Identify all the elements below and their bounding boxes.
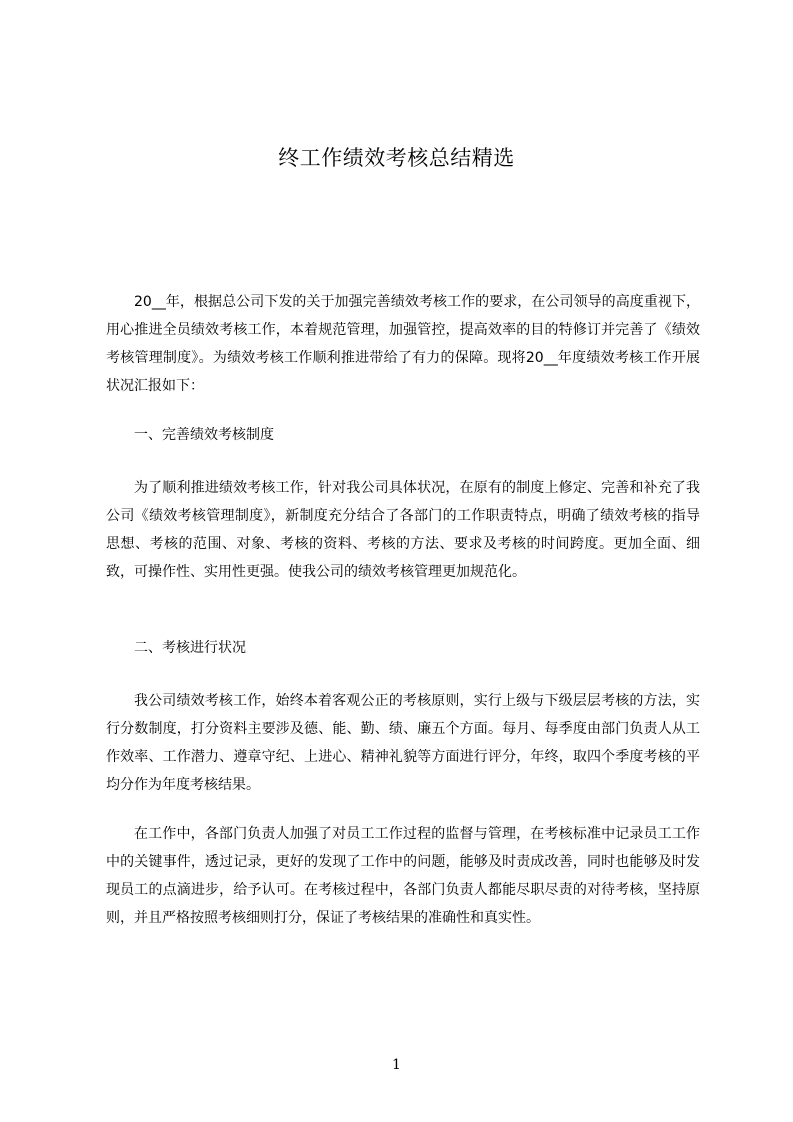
section-heading-1: 一、完善绩效考核制度 <box>134 427 274 443</box>
body-paragraph-2: 我公司绩效考核工作，始终本着客观公正的考核原则，实行上级与下级层层考核的方法，实行分数制度，打分资料主要涉及德、能、勤、绩、廉五个方面。每月、每季度由部门负责人从工作效率、工作潜力、遵章守纪、上进心、精神礼貌等方面进行评分，年终，取四个季度考核的平均分作为年度考核结果。 <box>106 693 700 793</box>
body-paragraph-1: 为了顺利推进绩效考核工作，针对我公司具体状况，在原有的制度上修定、完善和补充了我公司《绩效考核管理制度》，新制度充分结合了各部门的工作职责特点，明确了绩效考核的指导思想、考核的范围、对象、考核的资料、考核的方法、要求及考核的时间跨度。更加全面、细致，可操作性、实用性更强。使我公司的绩效考核管理更加规范化。 <box>106 480 700 580</box>
body-paragraph-3: 在工作中，各部门负责人加强了对员工工作过程的监督与管理，在考核标准中记录员工工作中的关键事件，透过记录，更好的发现了工作中的问题，能够及时责成改善，同时也能够及时发现员工的点滴进步，给予认可。在考核过程中，各部门负责人都能尽职尽责的对待考核，坚持原则，并且严格按照考核细则打分，保证了考核结果的准确性和真实性。 <box>106 826 700 926</box>
document-title: 终工作绩效考核总结精选 <box>278 146 515 170</box>
intro-paragraph: 20__年，根据总公司下发的关于加强完善绩效考核工作的要求，在公司领导的高度重视下，用心推进全员绩效考核工作，本着规范管理，加强管控，提高效率的目的特修订并完善了《绩效考核管理制度》。为绩效考核工作顺利推进带给了有力的保障。现将20__年度绩效考核工作开展状况汇报如下： <box>106 294 700 394</box>
page-number: 1 <box>392 1057 401 1073</box>
section-heading-2: 二、考核进行状况 <box>134 640 246 656</box>
